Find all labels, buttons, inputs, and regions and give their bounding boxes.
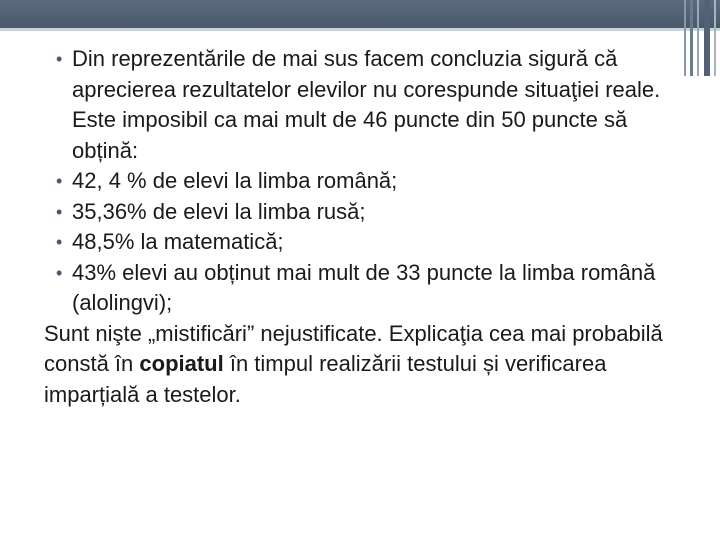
bullet-icon: •: [56, 201, 63, 222]
bullet-list: [44, 44, 684, 319]
bullet-text: 48,5% la matematică;: [72, 229, 284, 254]
bullet-item: [44, 227, 684, 258]
stripe: [684, 0, 686, 76]
bullet-item: [44, 44, 684, 166]
slide-body: [44, 44, 684, 410]
header-band: [0, 0, 720, 28]
bullet-icon: •: [56, 49, 63, 69]
bullet-text: Din reprezentările de mai sus facem concluzia sigură că aprecierea rezultatelor elevilor nu corespunde situaţiei reale. Este imposibil ca mai mult de 46 puncte din 50 puncte să obțină:: [72, 46, 661, 163]
stripe: [697, 0, 699, 76]
stripe: [704, 0, 710, 76]
bullet-icon: •: [56, 262, 63, 283]
decorative-stripes: [684, 0, 720, 76]
bullet-text: 35,36% de elevi la limba rusă;: [72, 198, 366, 224]
stripe: [714, 0, 716, 76]
stripe: [690, 0, 693, 76]
bullet-item: [44, 258, 684, 319]
bullet-icon: •: [56, 232, 63, 252]
header-rule: [0, 28, 720, 31]
conclusion-text-end: în timpul realizării testului și verificarea imparțială a testelor.: [44, 351, 607, 407]
bullet-text: 43% elevi au obținut mai mult de 33 puncte la limba română (alolingvi);: [72, 259, 656, 315]
conclusion-text-start: Sunt nişte „mistificări” nejustificate. Explicaţia cea mai probabilă constă în: [44, 320, 663, 376]
conclusion-paragraph: [44, 319, 684, 411]
bullet-item: [44, 197, 684, 228]
conclusion-emphasis: copiatul: [139, 351, 224, 376]
bullet-item: [44, 166, 684, 197]
bullet-text: 42, 4 % de elevi la limba română;: [72, 168, 398, 193]
bullet-icon: •: [56, 171, 63, 191]
